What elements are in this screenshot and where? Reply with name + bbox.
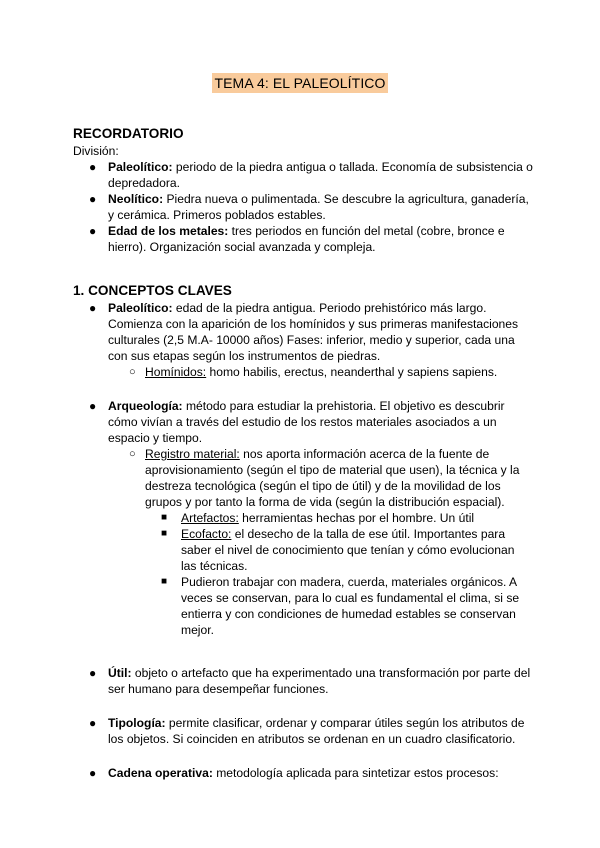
list-item <box>73 765 533 781</box>
term: Cadena operativa: <box>108 766 213 780</box>
spacer <box>73 380 533 398</box>
bullet-dot-icon: ● <box>89 766 97 780</box>
term: Artefactos: <box>181 511 239 525</box>
term: Neolítico: <box>108 192 164 206</box>
list-item <box>73 665 533 697</box>
arqueologia-sublist <box>73 446 533 510</box>
definition: tres periodos en función del metal (cobre, bronce e hierro). Organización social avanzada y compleja. <box>108 224 505 254</box>
definition: edad de la piedra antigua. Periodo prehistórico más largo. Comienza con la aparición de los homínidos y sus primeras manifestaciones culturales (2,5 M.A- 10000 años) Fases: inferior, medio y superior, cada una con sus etapas según los instrumentos de piedras. <box>108 301 519 363</box>
definition: objeto o artefacto que ha experimentado una transformación por parte del ser humano para desempeñar funciones. <box>108 666 531 696</box>
list-item <box>73 223 533 255</box>
term: Homínidos: <box>145 365 207 379</box>
definition: método para estudiar la prehistoria. El objetivo es descubrir cómo vivían a través del estudio de los restos materiales asociados a un espacio y tiempo. <box>108 399 505 445</box>
util-list <box>73 665 533 697</box>
bullet-dot-icon: ● <box>89 192 97 206</box>
section-heading-recordatorio: RECORDATORIO <box>73 126 184 141</box>
document-body <box>73 125 533 781</box>
definition: metodología aplicada para sintetizar estos procesos: <box>212 766 499 780</box>
term: Arqueología: <box>108 399 183 413</box>
cadena-list <box>73 765 533 781</box>
bullet-square-icon: ■ <box>161 576 168 587</box>
spacer <box>73 697 533 715</box>
term: Útil: <box>108 666 132 680</box>
bullet-circle-icon: ○ <box>129 366 136 378</box>
definition: permite clasificar, ordenar y comparar útiles según los atributos de los objetos. Si coinciden en atributos se ordenan en un cuadro clasificatorio. <box>108 716 525 746</box>
list-item <box>73 300 533 364</box>
term: Ecofacto: <box>181 527 232 541</box>
definition: Piedra nueva o pulimentada. Se descubre la agricultura, ganadería, y cerámica. Primeros poblados estables. <box>108 192 529 222</box>
list-item <box>73 715 533 747</box>
list-item <box>73 398 533 446</box>
bullet-dot-icon: ● <box>89 160 97 174</box>
bullet-square-icon: ■ <box>161 512 168 523</box>
list-item <box>73 364 533 380</box>
paleolitico-sublist <box>73 364 533 380</box>
definition: Pudieron trabajar con madera, cuerda, materiales orgánicos. A veces se conservan, para lo cual es fundamental el clima, si se entierra y con condiciones de humedad estables se conservan mejor. <box>181 575 520 637</box>
term: Tipología: <box>108 716 166 730</box>
definition: homo habilis, erectus, neanderthal y sapiens sapiens. <box>206 365 498 379</box>
definition: periodo de la piedra antigua o tallada. Economía de subsistencia o depredadora. <box>108 160 533 190</box>
registro-sublist <box>73 510 533 638</box>
bullet-square-icon: ■ <box>161 528 168 539</box>
list-item <box>73 526 533 574</box>
list-item <box>73 191 533 223</box>
term: Paleolítico: <box>108 160 173 174</box>
term: Edad de los metales: <box>108 224 229 238</box>
spacer <box>73 747 533 765</box>
definition: herramientas hechas por el hombre. Un útil <box>238 511 475 525</box>
bullet-dot-icon: ● <box>89 716 97 730</box>
section-heading-conceptos: 1. CONCEPTOS CLAVES <box>73 283 232 298</box>
spacer <box>73 638 533 665</box>
definition: nos aporta información acerca de la fuente de aprovisionamiento (según el tipo de material que usen), la técnica y la destreza tecnológica (según el tipo de útil) y de la movilidad de los grupos y por tanto la forma de vida (según la distribución espacial). <box>145 447 520 509</box>
term: Paleolítico: <box>108 301 173 315</box>
spacer <box>73 255 533 282</box>
list-item <box>73 574 533 638</box>
bullet-dot-icon: ● <box>89 224 97 238</box>
bullet-dot-icon: ● <box>89 399 97 413</box>
arqueologia-list <box>73 398 533 446</box>
bullet-circle-icon: ○ <box>129 448 136 460</box>
definition: el desecho de la talla de ese útil. Importantes para saber el nivel de conocimiento que tenían y cómo evolucionan las técnicas. <box>181 527 515 573</box>
list-item <box>73 510 533 526</box>
conceptos-list <box>73 300 533 364</box>
list-item <box>73 159 533 191</box>
title-wrap <box>0 73 600 93</box>
bullet-dot-icon: ● <box>89 666 97 680</box>
recordatorio-list <box>73 159 533 255</box>
term: Registro material: <box>145 447 240 461</box>
page-title: TEMA 4: EL PALEOLÍTICO <box>214 75 386 91</box>
bullet-dot-icon: ● <box>89 301 97 315</box>
list-item <box>73 446 533 510</box>
tipologia-list <box>73 715 533 747</box>
subheading-division: División: <box>73 144 119 158</box>
